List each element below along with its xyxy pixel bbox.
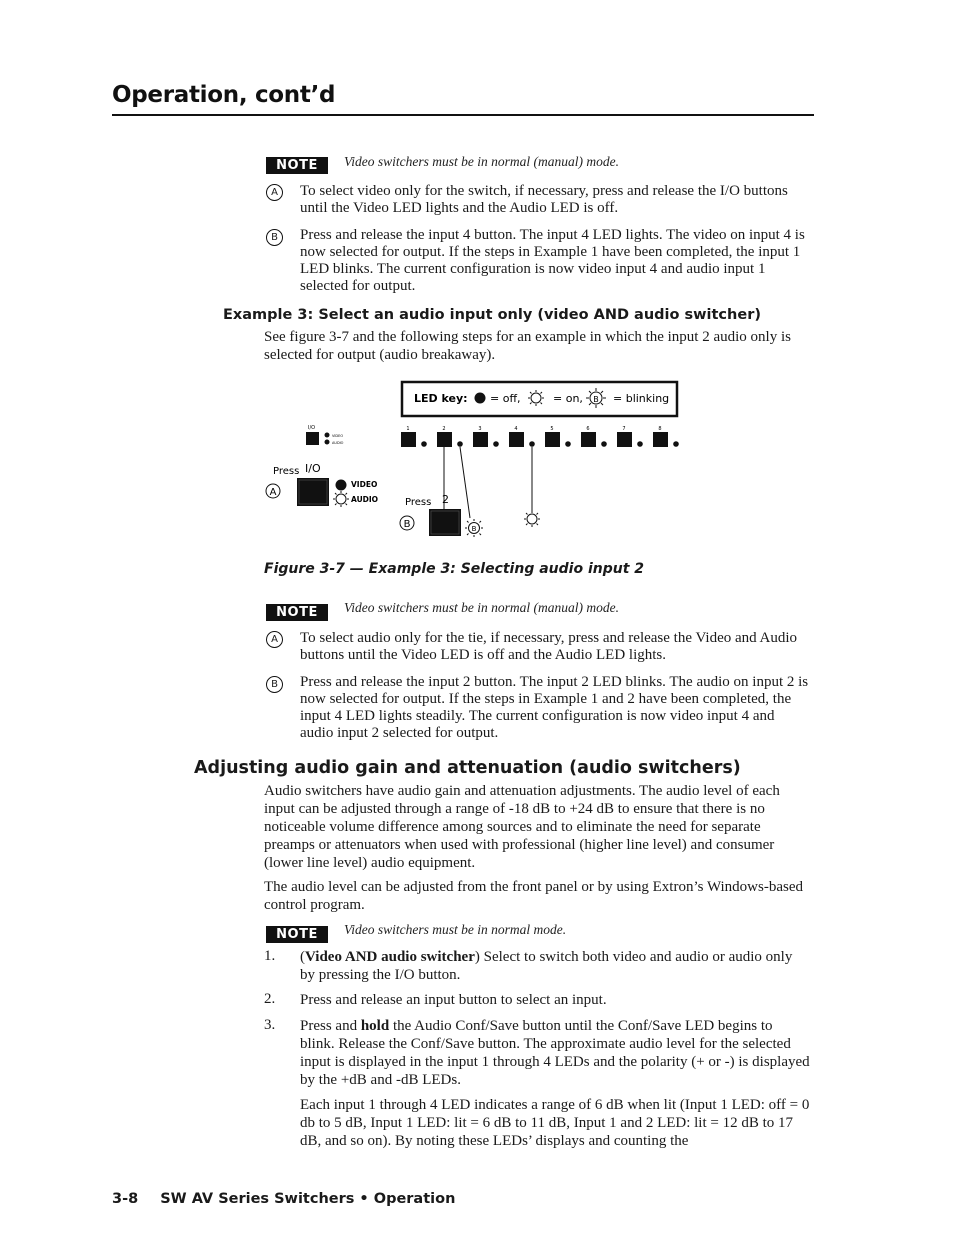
input-6-led — [601, 441, 607, 447]
step-text: To select audio only for the tie, if necessary, press and release the Video and Audio buttons until the Video LED is off and the Audio LED lights. — [300, 630, 798, 663]
callout-a-letter: A — [269, 487, 277, 498]
section-paragraph: Each input 1 through 4 LED indicates a range of 6 dB when lit (Input 1 LED: off = 0 db to 5 dB, Input 1 LED: lit = 6 dB to 11 dB, Input 1 and 2 LED: lit = 12 dB to 17 dB, and so on). By noting these LEDs’ displays and counting the — [300, 1097, 810, 1149]
input-3-number: 3 — [478, 426, 482, 432]
list-item: (Video AND audio switcher) Select to switch both video and audio or audio only by pressing the I/O button. — [300, 949, 793, 983]
input-2-button — [437, 432, 452, 447]
input-2-led — [457, 441, 463, 447]
step-text: Press and release the input 4 button. The input 4 LED lights. The video on input 4 is now selected for output. If the steps in Example 1 have been completed, the input 1 LED blinks. The current configuration is now video input 4 and audio input 1 selected for output. — [300, 227, 805, 294]
input-6-number: 6 — [586, 426, 590, 432]
input-1-button — [401, 432, 416, 447]
title-rule — [112, 114, 814, 116]
video-small-label: VIDEO — [332, 434, 344, 438]
press-2-number: 2 — [442, 493, 449, 506]
led-key-label: LED key: — [414, 392, 468, 405]
audio-small-led — [325, 440, 330, 445]
input-4-number: 4 — [514, 426, 518, 432]
input-3-led — [493, 441, 499, 447]
note-badge: NOTE — [266, 157, 328, 174]
input-4-led — [529, 441, 535, 447]
list-number: 2. — [264, 991, 276, 1007]
page-footer — [112, 1191, 455, 1207]
figure-diagram — [262, 378, 702, 543]
audio-led-big-icon — [333, 491, 349, 507]
led-on-label: = on, — [553, 392, 583, 405]
audio-label: AUDIO — [351, 495, 379, 504]
note-text: Video switchers must be in normal (manual) mode. — [344, 154, 619, 169]
list-item: Press and release an input button to select an input. — [300, 992, 607, 1008]
led-blinking-label: = blinking — [613, 392, 670, 405]
list-number: 1. — [264, 948, 276, 964]
step-marker-b: B — [266, 229, 283, 246]
step-text: Press and release the input 2 button. The input 2 LED blinks. The audio on input 2 is now selected for output. If the steps in Example 1 and 2 have been completed, the input 4 LED lights steadily. The current configuration is now video input 4 and audio input 2 selected for output. — [300, 674, 809, 741]
input-2-number: 2 — [442, 426, 446, 432]
step-marker-b: B — [266, 676, 283, 693]
section-heading: Adjusting audio gain and attenuation (audio switchers) — [194, 758, 741, 778]
example-intro: See figure 3-7 and the following steps for an example in which the input 2 audio only is selected for output (audio breakaway). — [264, 329, 791, 363]
press-2-label: Press — [405, 497, 432, 508]
note-badge: NOTE — [266, 926, 328, 943]
list-item: Press and hold the Audio Conf/Save button until the Conf/Save LED begins to blink. Release the Conf/Save button. The approximate audio level for the selected input is displayed in the input 1 through 4 LEDs and the polarity (+ or -) is displayed by the +dB and -dB LEDs. — [300, 1018, 810, 1088]
input-7-button — [617, 432, 632, 447]
step-marker-a: A — [266, 184, 283, 201]
video-led-big — [336, 480, 347, 491]
page-title: Operation, cont’d — [112, 82, 336, 108]
input-5-number: 5 — [550, 426, 554, 432]
audio-small-label: AUDIO — [332, 441, 344, 445]
input-4-button — [509, 432, 524, 447]
io-big-button — [297, 478, 329, 506]
section-paragraph: Audio switchers have audio gain and attenuation adjustments. The audio level of each input can be adjusted through a range of -18 dB to +24 dB to ensure that there is no noticeable volume difference among sources and to eliminate the need for separate preamps or attenuators when used with professional (higher line level) and consumer (lower line level) audio equipment. — [264, 783, 780, 871]
input-4-lit-led-icon — [524, 511, 540, 527]
input-7-number: 7 — [622, 426, 626, 432]
input-3-button — [473, 432, 488, 447]
step-text: To select video only for the switch, if necessary, press and release the I/O buttons until the Video LED lights and the Audio LED is off. — [300, 183, 788, 216]
input-2-big-button — [429, 509, 461, 536]
example-heading: Example 3: Select an audio input only (video AND audio switcher) — [223, 307, 761, 323]
figure-caption: Figure 3-7 — Example 3: Selecting audio input 2 — [264, 561, 645, 577]
note-text: Video switchers must be in normal mode. — [344, 922, 567, 937]
led-off-icon — [475, 393, 486, 404]
led-blink-letter: B — [593, 395, 599, 404]
note-badge: NOTE — [266, 604, 328, 621]
input-8-led — [673, 441, 679, 447]
io-small-button — [306, 432, 319, 445]
input-buttons-row — [401, 426, 679, 447]
input-5-button — [545, 432, 560, 447]
input-6-button — [581, 432, 596, 447]
video-label: VIDEO — [351, 480, 378, 489]
input-8-number: 8 — [658, 426, 662, 432]
video-small-led — [325, 433, 330, 438]
step-marker-a: A — [266, 631, 283, 648]
led-off-label: = off, — [490, 392, 521, 405]
note-text: Video switchers must be in normal (manual) mode. — [344, 600, 619, 615]
input-5-led — [565, 441, 571, 447]
page-number: 3-8 — [112, 1191, 139, 1207]
input-7-led — [637, 441, 643, 447]
input-8-button — [653, 432, 668, 447]
input-2-blink-letter: B — [471, 525, 477, 533]
list-number: 3. — [264, 1017, 276, 1033]
io-small-label: I/O — [308, 425, 316, 431]
press-label: Press — [273, 466, 300, 477]
section-paragraph: The audio level can be adjusted from the front panel or by using Extron’s Windows-based control program. — [264, 879, 803, 913]
input-1-number: 1 — [406, 426, 410, 432]
input-1-led — [421, 441, 427, 447]
callout-b-letter: B — [403, 519, 411, 530]
io-big-label: I/O — [305, 462, 321, 475]
footer-title: SW AV Series Switchers • Operation — [160, 1191, 456, 1207]
